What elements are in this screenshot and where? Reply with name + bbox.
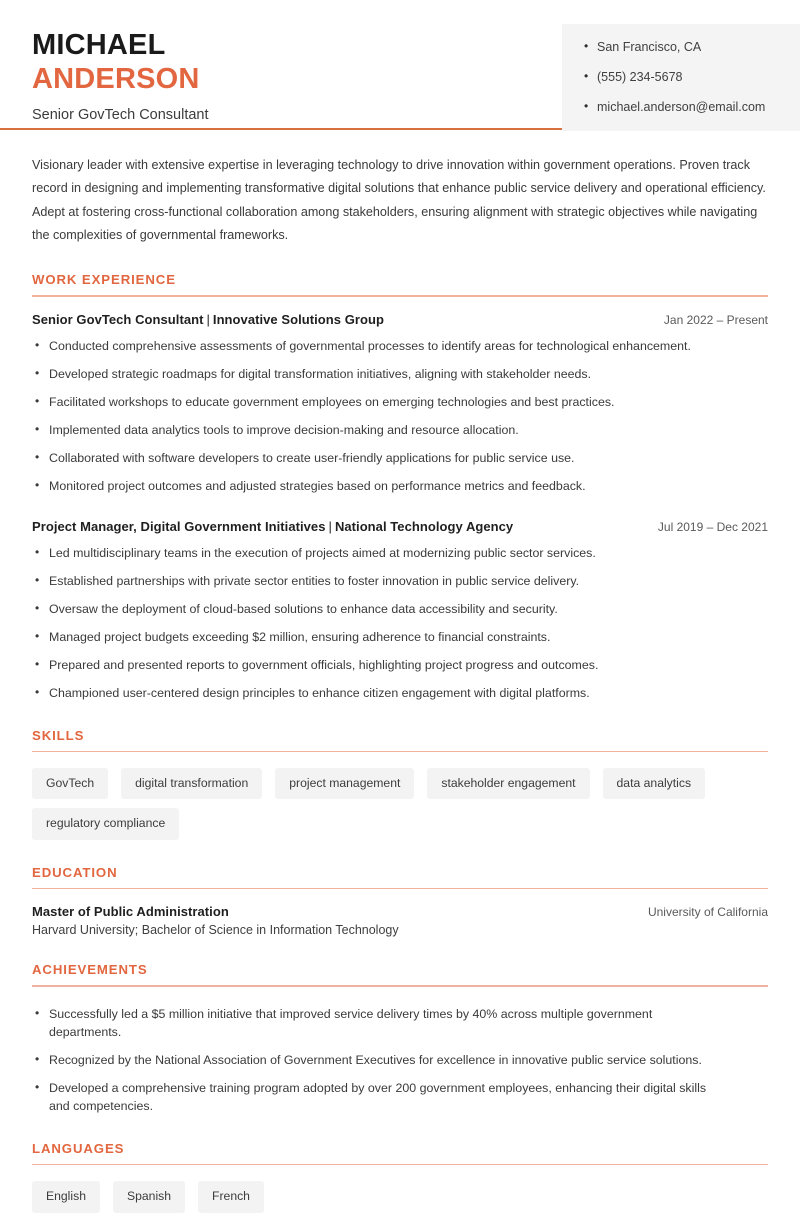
list-item: • Conducted comprehensive assessments of governmental processes to identify areas for technological enhancement.: [32, 338, 768, 356]
experience-dates: Jan 2022 – Present: [663, 312, 768, 327]
section-title-languages: LANGUAGES: [32, 1140, 125, 1156]
section-title-skills: SKILLS: [32, 727, 85, 743]
skill-pill: digital transformation: [121, 768, 262, 799]
experience-company: Innovative Solutions Group: [212, 311, 384, 327]
list-item: • Collaborated with software developers to create user-friendly applications for public service use.: [32, 450, 768, 468]
resume-header: [0, 0, 800, 128]
experience-entry: [32, 519, 768, 703]
list-item: • Developed a comprehensive training program adopted by over 200 government employees, enhancing their digital skills and competencies.: [32, 1080, 768, 1116]
skill-pill: regulatory compliance: [32, 808, 179, 839]
list-item: • Monitored project outcomes and adjusted strategies based on performance metrics and feedback.: [32, 478, 768, 496]
education-institution: University of California: [647, 905, 768, 920]
education-degree: Master of Public Administration: [32, 904, 229, 920]
list-item: • Oversaw the deployment of cloud-based solutions to enhance data accessibility and security.: [32, 601, 768, 619]
contact-card: [562, 24, 800, 131]
title-separator: |: [328, 518, 332, 534]
list-item: • Facilitated workshops to educate government employees on emerging technologies and best practices.: [32, 394, 768, 412]
education-detail: Harvard University; Bachelor of Science in Information Technology: [32, 923, 399, 938]
list-item: • Championed user-centered design principles to enhance citizen engagement with digital platforms.: [32, 685, 768, 703]
section-work-experience: [32, 272, 768, 702]
skill-pill: data analytics: [603, 768, 706, 799]
contact-list: [584, 40, 800, 115]
title-separator: |: [206, 311, 210, 327]
section-title-work-experience: WORK EXPERIENCE: [32, 272, 176, 288]
experience-entry-header: [32, 312, 768, 327]
list-item: • Implemented data analytics tools to improve decision-making and resource allocation.: [32, 422, 768, 440]
section-divider: [32, 751, 768, 753]
last-name: ANDERSON: [32, 62, 200, 95]
section-education: [32, 865, 768, 938]
education-entry-header: [32, 904, 768, 919]
resume-body: [0, 130, 800, 1213]
list-item: • Successfully led a $5 million initiative that improved service delivery times by 40% across multiple government departments.: [32, 1006, 768, 1042]
skill-pill: stakeholder engagement: [427, 768, 589, 799]
education-entry: [32, 904, 768, 937]
skills-pill-list: [32, 768, 768, 839]
list-item: • Prepared and presented reports to government officials, highlighting project progress and outcomes.: [32, 657, 768, 675]
contact-phone[interactable]: • (555) 234-5678: [584, 70, 800, 85]
skill-pill: project management: [275, 768, 414, 799]
contact-email[interactable]: • michael.anderson@email.com: [584, 100, 800, 115]
section-divider: [32, 1164, 768, 1166]
section-divider: [32, 295, 768, 297]
achievements-bullets: [32, 1006, 768, 1116]
language-pill: Spanish: [113, 1181, 185, 1212]
first-name: MICHAEL: [32, 29, 166, 61]
experience-title-line: [32, 312, 384, 327]
language-pill: French: [198, 1181, 264, 1212]
languages-pill-list: [32, 1181, 768, 1212]
list-item: • Managed project budgets exceeding $2 million, ensuring adherence to financial constraints.: [32, 629, 768, 647]
experience-entry-header: [32, 519, 768, 534]
section-divider: [32, 985, 768, 987]
list-item: • Led multidisciplinary teams in the execution of projects aimed at modernizing public sector services.: [32, 545, 768, 563]
section-achievements: [32, 962, 768, 1116]
skill-pill: GovTech: [32, 768, 108, 799]
section-divider: [32, 888, 768, 890]
experience-bullets: [32, 545, 768, 703]
list-item: • Recognized by the National Association of Government Executives for excellence in innovative public service solutions.: [32, 1052, 768, 1070]
experience-dates: Jul 2019 – Dec 2021: [657, 519, 768, 534]
header-identity: [0, 24, 209, 123]
experience-role: Senior GovTech Consultant: [32, 311, 204, 327]
section-languages: [32, 1141, 768, 1213]
section-title-achievements: ACHIEVEMENTS: [32, 962, 148, 978]
experience-role: Project Manager, Digital Government Initiatives: [32, 518, 326, 534]
headline-job-title: Senior GovTech Consultant: [32, 106, 209, 123]
experience-title-line: [32, 519, 513, 534]
experience-company: National Technology Agency: [334, 518, 514, 534]
language-pill: English: [32, 1181, 100, 1212]
experience-entry: [32, 312, 768, 496]
professional-summary: Visionary leader with extensive expertise in leveraging technology to drive innovation within government operations. Proven track record in designing and implementing transformative digital solutions that enhance public service delivery and operational efficiency. Adept at fostering cross-functional collaboration among stakeholders, ensuring alignment with strategic objectives while navigating the complexities of governmental frameworks.: [32, 158, 766, 242]
contact-location: • San Francisco, CA: [584, 40, 800, 55]
list-item: • Developed strategic roadmaps for digital transformation initiatives, aligning with stakeholder needs.: [32, 366, 768, 384]
section-skills: [32, 728, 768, 840]
list-item: • Established partnerships with private sector entities to foster innovation in public service delivery.: [32, 573, 768, 591]
section-title-education: EDUCATION: [32, 864, 118, 880]
experience-bullets: [32, 338, 768, 496]
